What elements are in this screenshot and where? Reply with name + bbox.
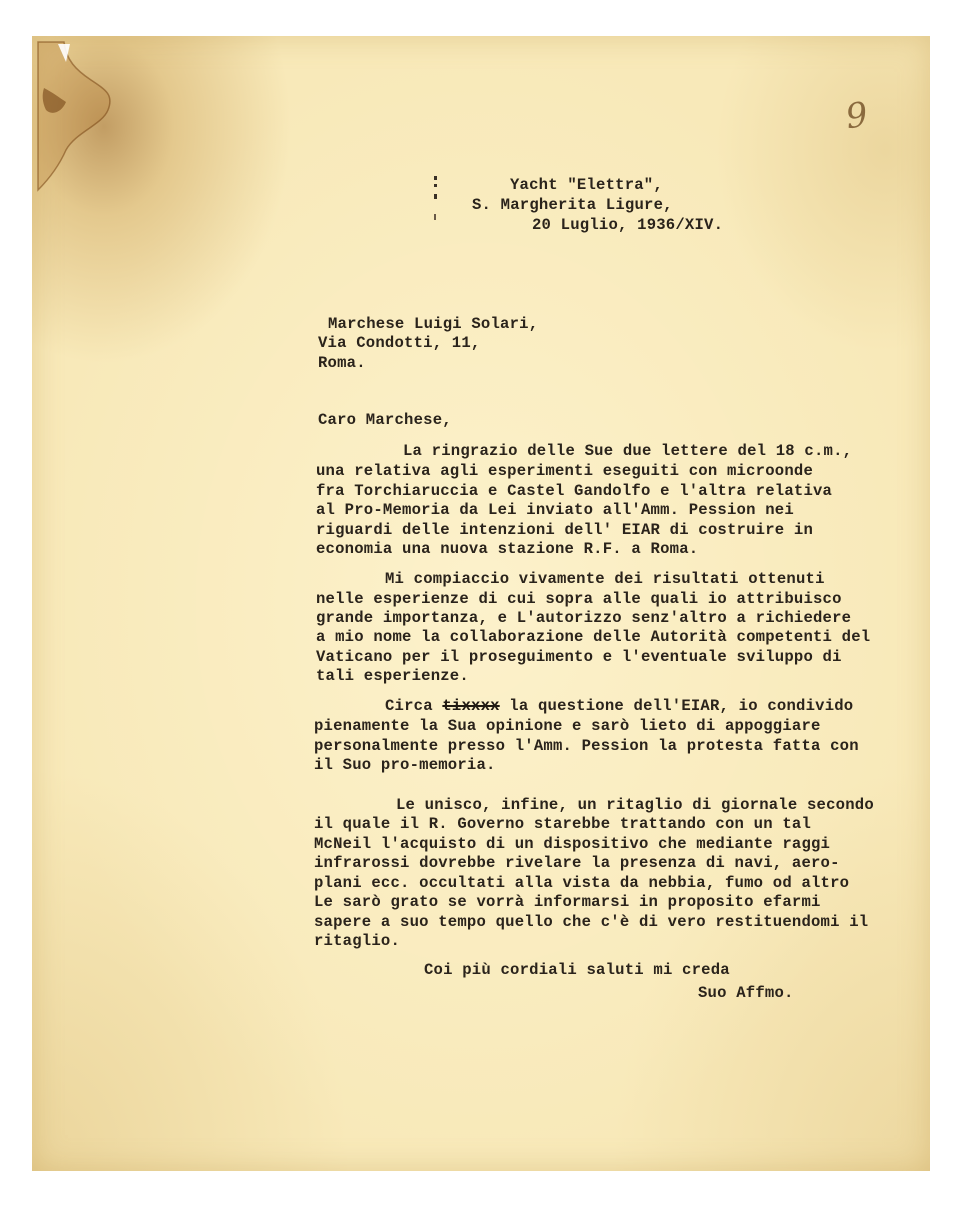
paragraph-2-line: grande importanza, e L'autorizzo senz'altro a richiedere: [316, 609, 852, 627]
paragraph-4-line: McNeil l'acquisto di un dispositivo che mediante raggi: [314, 835, 831, 853]
paragraph-3-start: Circa: [385, 697, 433, 715]
closing-line-1: Coi più cordiali saluti mi creda: [424, 961, 730, 979]
closing-line-2: Suo Affmo.: [698, 984, 794, 1002]
paragraph-4-line: infrarossi dovrebbe rivelare la presenza di navi, aero-: [314, 854, 840, 872]
paragraph-3-rest: la questione dell'EIAR, io condivido: [509, 697, 854, 715]
paragraph-1-line: al Pro-Memoria da Lei inviato all'Amm. Pession nei: [316, 501, 794, 519]
paragraph-1-line: economia una nuova stazione R.F. a Roma.: [316, 540, 699, 558]
typewriter-margin-marks: [432, 174, 440, 234]
address-line-3: Roma.: [318, 354, 366, 372]
paragraph-4-line: Le unisco, infine, un ritaglio di giornale secondo: [396, 796, 874, 814]
pencil-page-number: 9: [843, 94, 871, 138]
paragraph-1-line: fra Torchiaruccia e Castel Gandolfo e l'altra relativa: [316, 482, 833, 500]
paragraph-1-line: La ringrazio delle Sue due lettere del 18 c.m.,: [403, 442, 853, 460]
paragraph-1-line: una relativa agli esperimenti eseguiti con microonde: [316, 462, 814, 480]
paragraph-4-line: il quale il R. Governo starebbe trattando con un tal: [314, 815, 812, 833]
address-line-1: Marchese Luigi Solari,: [328, 315, 539, 333]
paragraph-3-line: pienamente la Sua opinione e sarò lieto di appoggiare: [314, 717, 821, 735]
address-line-2: Via Condotti, 11,: [318, 334, 481, 352]
paragraph-3-line: personalmente presso l'Amm. Pession la protesta fatta con: [314, 737, 859, 755]
water-stain-mark: [36, 40, 136, 200]
paragraph-4-line: sapere a suo tempo quello che c'è di vero restituendomi il: [314, 913, 869, 931]
paragraph-2-line: nelle esperienze di cui sopra alle quali io attribuisco: [316, 590, 842, 608]
salutation: Caro Marchese,: [318, 411, 452, 429]
paragraph-2-line: Mi compiaccio vivamente dei risultati ottenuti: [385, 570, 825, 588]
struck-out-word: tixxxx: [442, 697, 500, 715]
header-line-1: Yacht "Elettra",: [510, 176, 663, 194]
paragraph-1-line: riguardi delle intenzioni dell' EIAR di costruire in: [316, 521, 814, 539]
paragraph-2-line: Vaticano per il proseguimento e l'eventuale sviluppo di: [316, 648, 842, 666]
paragraph-3-line: il Suo pro-memoria.: [314, 756, 496, 774]
paragraph-4-line: plani ecc. occultati alla vista da nebbia, fumo od altro: [314, 874, 850, 892]
header-line-3: 20 Luglio, 1936/XIV.: [532, 216, 724, 234]
header-line-2: S. Margherita Ligure,: [472, 196, 673, 214]
paragraph-3-first-line: [385, 697, 853, 715]
paragraph-4-line: Le sarò grato se vorrà informarsi in proposito efarmi: [314, 893, 821, 911]
paragraph-2-line: tali esperienze.: [316, 667, 469, 685]
paragraph-4-line: ritaglio.: [314, 932, 401, 950]
paragraph-2-line: a mio nome la collaborazione delle Autorità competenti del: [316, 628, 871, 646]
